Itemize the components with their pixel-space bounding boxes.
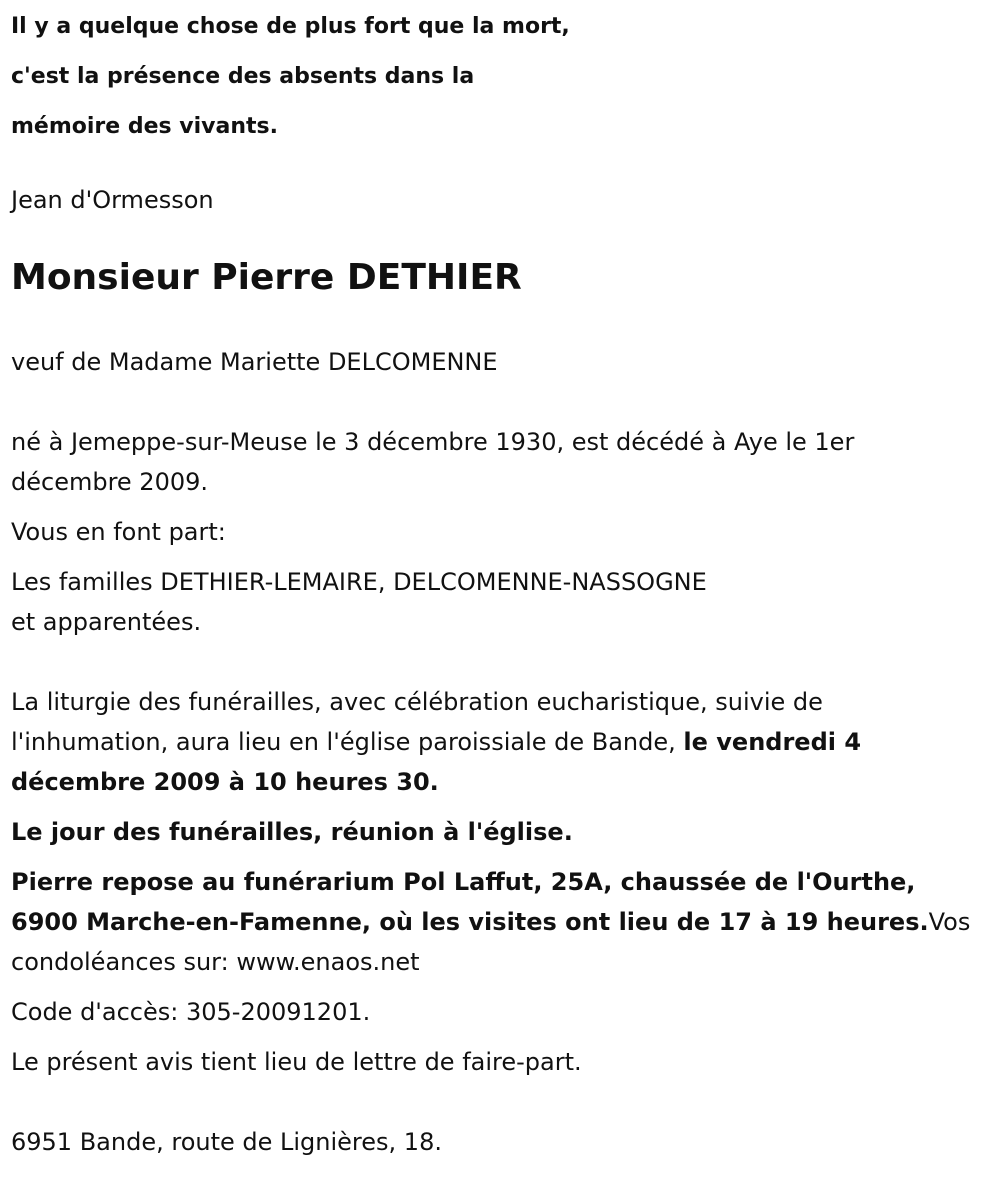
quote-author: Jean d'Ormesson xyxy=(11,186,214,214)
funeral-details xyxy=(11,682,991,802)
birth-death-line: décembre 2009. xyxy=(11,468,209,496)
obituary-notice xyxy=(11,0,991,1162)
funeral-meeting: Le jour des funérailles, réunion à l'église. xyxy=(11,818,573,846)
repose-line: Pierre repose au funérarium Pol Laffut, 25A, chaussée de l'Ourthe, xyxy=(11,868,916,896)
repose-text: 6900 Marche-en-Famenne, où les visites ont lieu de 17 à 19 heures. xyxy=(11,908,929,936)
condolences-line: condoléances sur: www.enaos.net xyxy=(11,948,420,976)
quote-line: Il y a quelque chose de plus fort que la mort, xyxy=(11,14,570,39)
quote-line: c'est la présence des absents dans la xyxy=(11,64,475,89)
quote xyxy=(11,2,991,152)
repose-line xyxy=(11,902,991,942)
birth-death-info xyxy=(11,422,991,502)
funeral-date: le vendredi 4 xyxy=(683,728,862,756)
repose-info xyxy=(11,862,991,982)
birth-death-line: né à Jemeppe-sur-Meuse le 3 décembre 1930, est décédé à Aye le 1er xyxy=(11,428,855,456)
funeral-text: l'inhumation, aura lieu en l'église paroissiale de Bande, xyxy=(11,728,684,756)
funeral-date: décembre 2009 à 10 heures 30. xyxy=(11,768,439,796)
announcement-intro: Vous en font part: xyxy=(11,518,226,546)
access-code: Code d'accès: 305-20091201. xyxy=(11,998,371,1026)
families-line: Les familles DETHIER-LEMAIRE, DELCOMENNE-NASSOGNE xyxy=(11,568,707,596)
families xyxy=(11,562,991,642)
families-line: et apparentées. xyxy=(11,608,202,636)
notice-line: Le présent avis tient lieu de lettre de faire-part. xyxy=(11,1048,582,1076)
condolences-text: Vos xyxy=(928,908,971,936)
funeral-line xyxy=(11,722,991,762)
funeral-line: La liturgie des funérailles, avec célébration eucharistique, suivie de xyxy=(11,688,823,716)
quote-line: mémoire des vivants. xyxy=(11,114,278,139)
spouse-line: veuf de Madame Mariette DELCOMENNE xyxy=(11,348,498,376)
address: 6951 Bande, route de Lignières, 18. xyxy=(11,1128,442,1156)
deceased-name: Monsieur Pierre DETHIER xyxy=(11,257,522,298)
